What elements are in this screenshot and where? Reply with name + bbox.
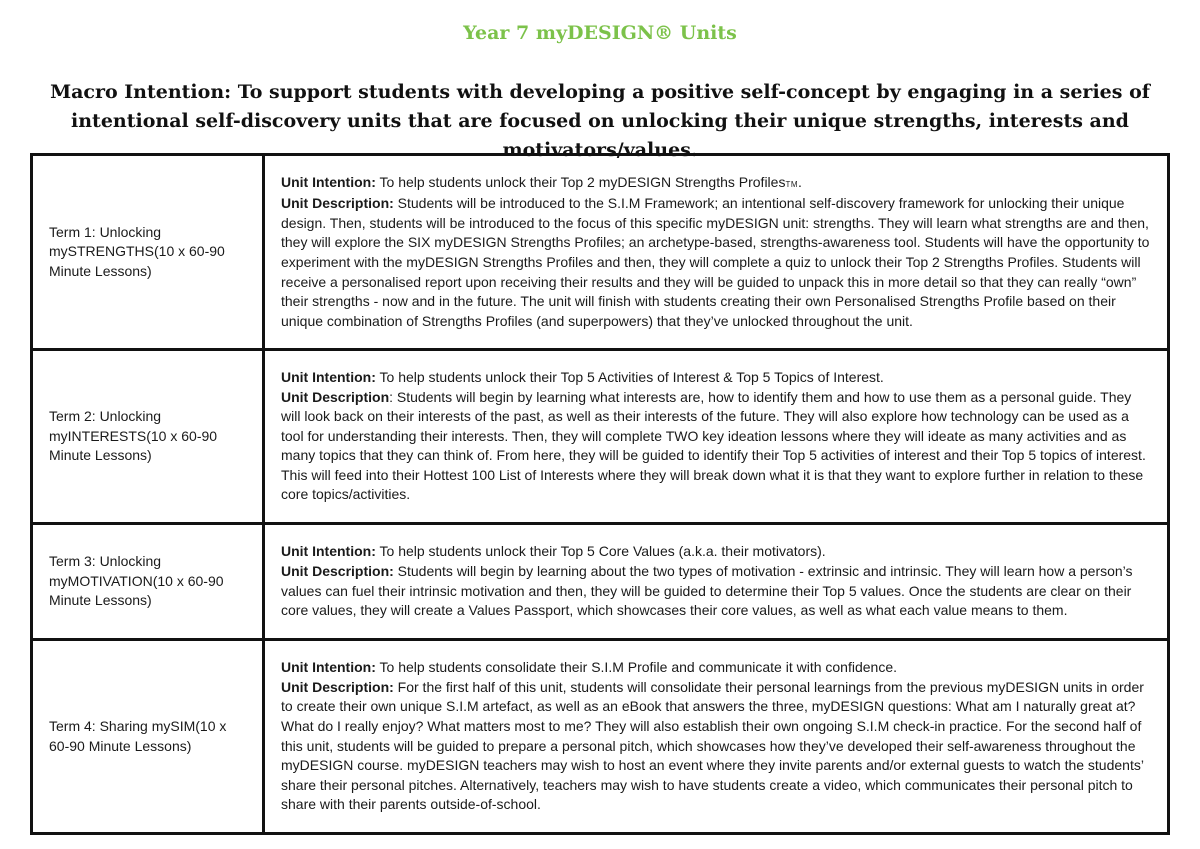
unit-intention [281, 173, 1153, 195]
term-cell: Term 1: Unlocking mySTRENGTHS(10 x 60-90 Minute Lessons) [32, 155, 264, 350]
unit-description [281, 562, 1153, 621]
table-row [32, 524, 1169, 640]
unit-intention [281, 542, 1153, 562]
intention-text: To help students unlock their Top 5 Core Values (a.k.a. their motivators). [375, 543, 826, 560]
intention-label: Unit Intention: [281, 659, 376, 676]
term-cell: Term 3: Unlocking myMOTIVATION(10 x 60-90 Minute Lessons) [32, 524, 264, 640]
description-text: : Students will begin by learning what interests are, how to identify them and how to use them as a personal guide. They will look back on their interests of the past, as well as their interests of the future. They will also explore how technology can be used as a tool for understanding their interests. Then, they will complete TWO key ideation lessons where they will ideate as many activities and as many topics that they can think of. From here, they will be guided to identify their Top 5 activities of interest and their Top 5 topics of interest. This will feed into their Hottest 100 List of Interests where they will break down what it is that they want to explore further in relation to these core topics/activities. [281, 388, 1146, 503]
unit-details-cell [264, 524, 1169, 640]
trademark-mark: TM [785, 179, 799, 189]
table-row [32, 155, 1169, 350]
macro-intention: Macro Intention: To support students with developing a positive self-concept by engaging in a series of intentional self-discovery units that are focused on unlocking their unique strengths, interests and motivators/values. [50, 81, 1150, 161]
unit-description [281, 194, 1153, 331]
intention-label: Unit Intention: [281, 368, 376, 385]
intention-text: To help students consolidate their S.I.M Profile and communicate it with confidence. [375, 659, 898, 676]
intention-text: To help students unlock their Top 2 myDESIGN Strengths Profiles [375, 173, 786, 190]
intention-label: Unit Intention: [281, 543, 376, 560]
description-text: Students will be introduced to the S.I.M Framework; an intentional self-discovery framework for unlocking their unique design. Then, students will be introduced to the focus of this specific myDESIGN unit: strengths. They will learn what strengths are and then, they will explore the SIX myDESIGN Strengths Profiles; an archetype-based, strengths-awareness tool. Students will have the opportunity to experiment with the myDESIGN Strengths Profiles and then, they will complete a quiz to unlock their Top 2 Strengths Profiles. Students will receive a personalised report upon receiving their results and they will be guided to unpack this in more detail so that they can really “own” their strengths - now and in the future. The unit will finish with students creating their own Personalised Strengths Profile based on their unique combination of Strengths Profiles (and superpowers) that they’ve unlocked throughout the unit. [281, 195, 1150, 329]
table-row [32, 640, 1169, 834]
unit-intention [281, 658, 1153, 678]
unit-details-cell [264, 640, 1169, 834]
intention-text: To help students unlock their Top 5 Activities of Interest & Top 5 Topics of Interest. [375, 368, 884, 385]
intention-end: . [798, 173, 802, 190]
description-label: Unit Description: [281, 678, 394, 695]
unit-description [281, 388, 1153, 506]
unit-details-cell [264, 155, 1169, 350]
description-label: Unit Description: [281, 195, 394, 212]
unit-details-cell [264, 350, 1169, 524]
description-label: Unit Description [281, 388, 390, 405]
term-cell: Term 4: Sharing mySIM(10 x 60-90 Minute Lessons) [32, 640, 264, 834]
description-label: Unit Description: [281, 562, 394, 579]
unit-description [281, 678, 1153, 815]
description-text: Students will begin by learning about the two types of motivation - extrinsic and intrinsic. They will learn how a person’s values can fuel their intrinsic motivation and then, they will be guided to determine their Top 5 values. Once the students are clear on their core values, they will create a Values Passport, which showcases their core values, as well as what each value means to them. [281, 562, 1133, 619]
units-table [30, 153, 1170, 835]
unit-intention [281, 368, 1153, 388]
intention-label: Unit Intention: [281, 173, 376, 190]
description-text: For the first half of this unit, students will consolidate their personal learnings from the previous myDESIGN units in order to create their own unique S.I.M artefact, as well as an eBook that answers the three, myDESIGN questions: What am I naturally great at? What do I really enjoy? What matters most to me? They will also establish their own ongoing S.I.M check-in practice. For the second half of this unit, students will be guided to prepare a personal pitch, which showcases how they’ve developed their self-awareness throughout the myDESIGN course. myDESIGN teachers may wish to host an event where they invite parents and/or external guests to watch the students’ share their personal pitches. Alternatively, teachers may wish to have students create a video, which communicates their personal pitch to share with their parents outside-of-school. [281, 678, 1144, 813]
term-cell: Term 2: Unlocking myINTERESTS(10 x 60-90 Minute Lessons) [32, 350, 264, 524]
table-row [32, 350, 1169, 524]
page-title: Year 7 myDESIGN® Units [463, 22, 737, 44]
